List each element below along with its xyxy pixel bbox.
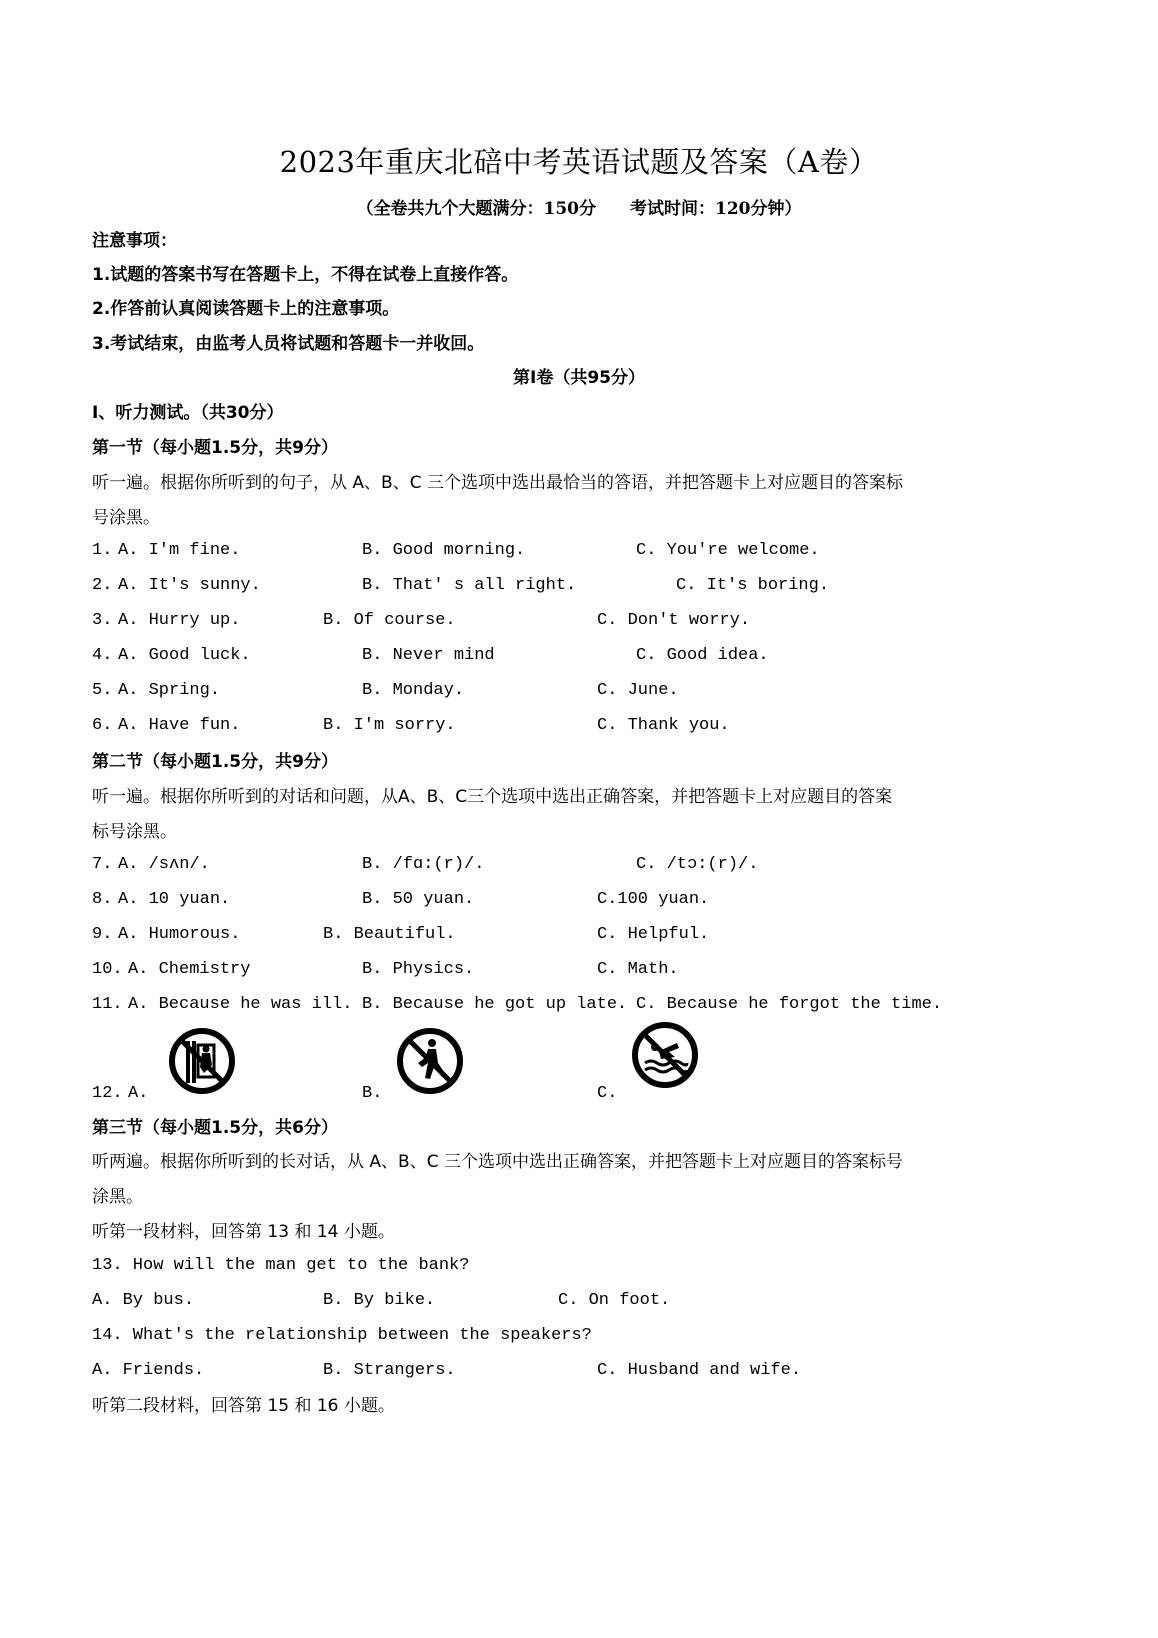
section1-instruction-cont: 号涂黑。 (92, 508, 160, 528)
option-c: C. You're welcome. (636, 541, 820, 560)
question-stem: 13. How will the man get to the bank? (92, 1256, 470, 1275)
option-a: A. Have fun. (118, 716, 241, 735)
section1-instruction: 听一遍。根据你所听到的句子，从 A、B、C 三个选项中选出最恰当的答语，并把答题卡上对应题目的答案标 (92, 473, 903, 493)
option-b: B. By bike. (323, 1291, 436, 1310)
option-a: A. Chemistry (128, 960, 251, 979)
section3-instruction-cont: 涂黑。 (92, 1187, 143, 1207)
section2-heading: 第二节（每小题1.5分，共9分） (92, 752, 338, 772)
section2-instruction-cont: 标号涂黑。 (92, 822, 177, 842)
option-b: B. Monday. (362, 681, 465, 700)
material-2-note: 听第二段材料，回答第 15 和 16 小题。 (92, 1396, 395, 1416)
option-c: C. June. (597, 681, 679, 700)
option-a: A. It's sunny. (118, 576, 261, 595)
option-b: B. /fɑ:(r)/. (362, 855, 485, 874)
option-c: C. Helpful. (597, 925, 710, 944)
option-a-label: A. (128, 1084, 149, 1103)
notice-item-1: 1.试题的答案书写在答题卡上，不得在试卷上直接作答。 (92, 265, 519, 285)
no-swimming-sign-icon (631, 1021, 699, 1089)
option-a: A. I'm fine. (118, 541, 241, 560)
option-c: C. On foot. (558, 1291, 671, 1310)
option-a: A. Friends. (92, 1361, 205, 1380)
option-a: A. By bus. (92, 1291, 195, 1310)
option-b: B. Of course. (323, 611, 456, 630)
option-c: C. It's boring. (676, 576, 830, 595)
option-b: B. Beautiful. (323, 925, 456, 944)
option-b: B. Good morning. (362, 541, 526, 560)
option-a: A. 10 yuan. (118, 890, 231, 909)
no-running-sign-icon (396, 1027, 464, 1095)
option-c: C. /tɔ:(r)/. (636, 855, 759, 874)
no-climbing-sign-icon (168, 1027, 236, 1095)
option-b: B. Never mind (362, 646, 495, 665)
option-c: C.100 yuan. (597, 890, 710, 909)
option-c: C. Thank you. (597, 716, 730, 735)
option-c: C. Math. (597, 960, 679, 979)
page-title: 2023年重庆北碚中考英语试题及答案（A卷） (279, 145, 879, 179)
notice-item-2: 2.作答前认真阅读答题卡上的注意事项。 (92, 299, 400, 319)
section3-heading: 第三节（每小题1.5分，共6分） (92, 1118, 338, 1138)
exam-page: 2023年重庆北碚中考英语试题及答案（A卷） （全卷共九个大题满分：150分 考试时间：120分钟） 注意事项： 1.试题的答案书写在答题卡上，不得在试卷上直接作答。 2.作答前认真阅读答题卡上的注意事项。 3.考试结束，由监考人员将试题和答题卡一并收回。 第Ⅰ卷（共95分） Ⅰ、听力测试。（共30分） 第一节（每小题1.5分，共9分） 听一遍。根据你所听到的句子，从 A、B、C 三个选项中选出最恰当的答语，并把答题卡上对应题目的答案标 号涂黑。 1. A. I'm fine. B. Good morning. C. You're welcome. 2. A. It's sunny. B. That' s all right. C. It's boring. 3. A. Hurry up. B. Of course. C. Don't worry. 4. A. Good luck. B. Never mind C. Good idea. 5. A. Spring. B. Monday. C. June. 6. A. Have fun. B. I'm sorry. C. Thank you. 第二节（每小题1.5分，共9分） 听一遍。根据你所听到的对话和问题，从A、B、C三个选项中选出正确答案，并把答题卡上对应题目的答案 标号涂黑。 7. A. /sʌn/. B. /fɑ:(r)/. C. /tɔ:(r)/. 8. A. 10 yuan. B. 50 yuan. C.100 yuan. 9. A. Humorous. B. Beautiful. C. Helpful. 10. A. Chemistry B. Physics. C. Math. 11. A. Because he was ill. B. Because he got up late. C. Because he forgot the time. 12. A. B. C. 第三节（每小题1.5分，共6分） 听两遍。根据你所听到的长对话，从 A、B、C 三个选项中选出正确答案，并把答题卡上对应题目的答案标号 涂黑。 听第一段材料，回答第 13 和 14 小题。 13. How will the man get to the bank? A. By bus. B. By bike. C. On foot. 14. What's the relationship between the speakers? A. Friends. B. Strangers. C. Husband and wife. 听第二段材料，回答第 15 和 16 小题。 (0, 0, 1158, 1638)
notice-heading: 注意事项： (92, 231, 177, 251)
notice-item-3: 3.考试结束，由监考人员将试题和答题卡一并收回。 (92, 334, 485, 354)
section2-instruction: 听一遍。根据你所听到的对话和问题，从A、B、C三个选项中选出正确答案，并把答题卡上对应题目的答案 (92, 787, 893, 807)
option-b: B. Physics. (362, 960, 475, 979)
option-c-label: C. (597, 1084, 618, 1103)
section1-heading: 第一节（每小题1.5分，共9分） (92, 438, 338, 458)
material-1-note: 听第一段材料，回答第 13 和 14 小题。 (92, 1222, 395, 1242)
question-stem: 14. What's the relationship between the speakers? (92, 1326, 592, 1345)
volume-heading: 第Ⅰ卷（共95分） (513, 368, 645, 388)
option-b-label: B. (362, 1084, 383, 1103)
option-c: C. Good idea. (636, 646, 769, 665)
option-c: C. Husband and wife. (597, 1361, 802, 1380)
exam-info: （全卷共九个大题满分：150分 考试时间：120分钟） (356, 199, 802, 219)
option-b: B. Because he got up late. (362, 995, 628, 1014)
option-c: C. Because he forgot the time. (636, 995, 943, 1014)
option-a: A. Spring. (118, 681, 221, 700)
section3-instruction: 听两遍。根据你所听到的长对话，从 A、B、C 三个选项中选出正确答案，并把答题卡上对应题目的答案标号 (92, 1152, 903, 1172)
option-b: B. Strangers. (323, 1361, 456, 1380)
option-a: A. Because he was ill. (128, 995, 353, 1014)
option-b: B. I'm sorry. (323, 716, 456, 735)
option-a: A. /sʌn/. (118, 855, 210, 874)
part1-heading: Ⅰ、听力测试。（共30分） (92, 403, 284, 423)
option-c: C. Don't worry. (597, 611, 751, 630)
option-a: A. Good luck. (118, 646, 251, 665)
option-b: B. 50 yuan. (362, 890, 475, 909)
option-a: A. Humorous. (118, 925, 241, 944)
option-a: A. Hurry up. (118, 611, 241, 630)
option-b: B. That' s all right. (362, 576, 577, 595)
